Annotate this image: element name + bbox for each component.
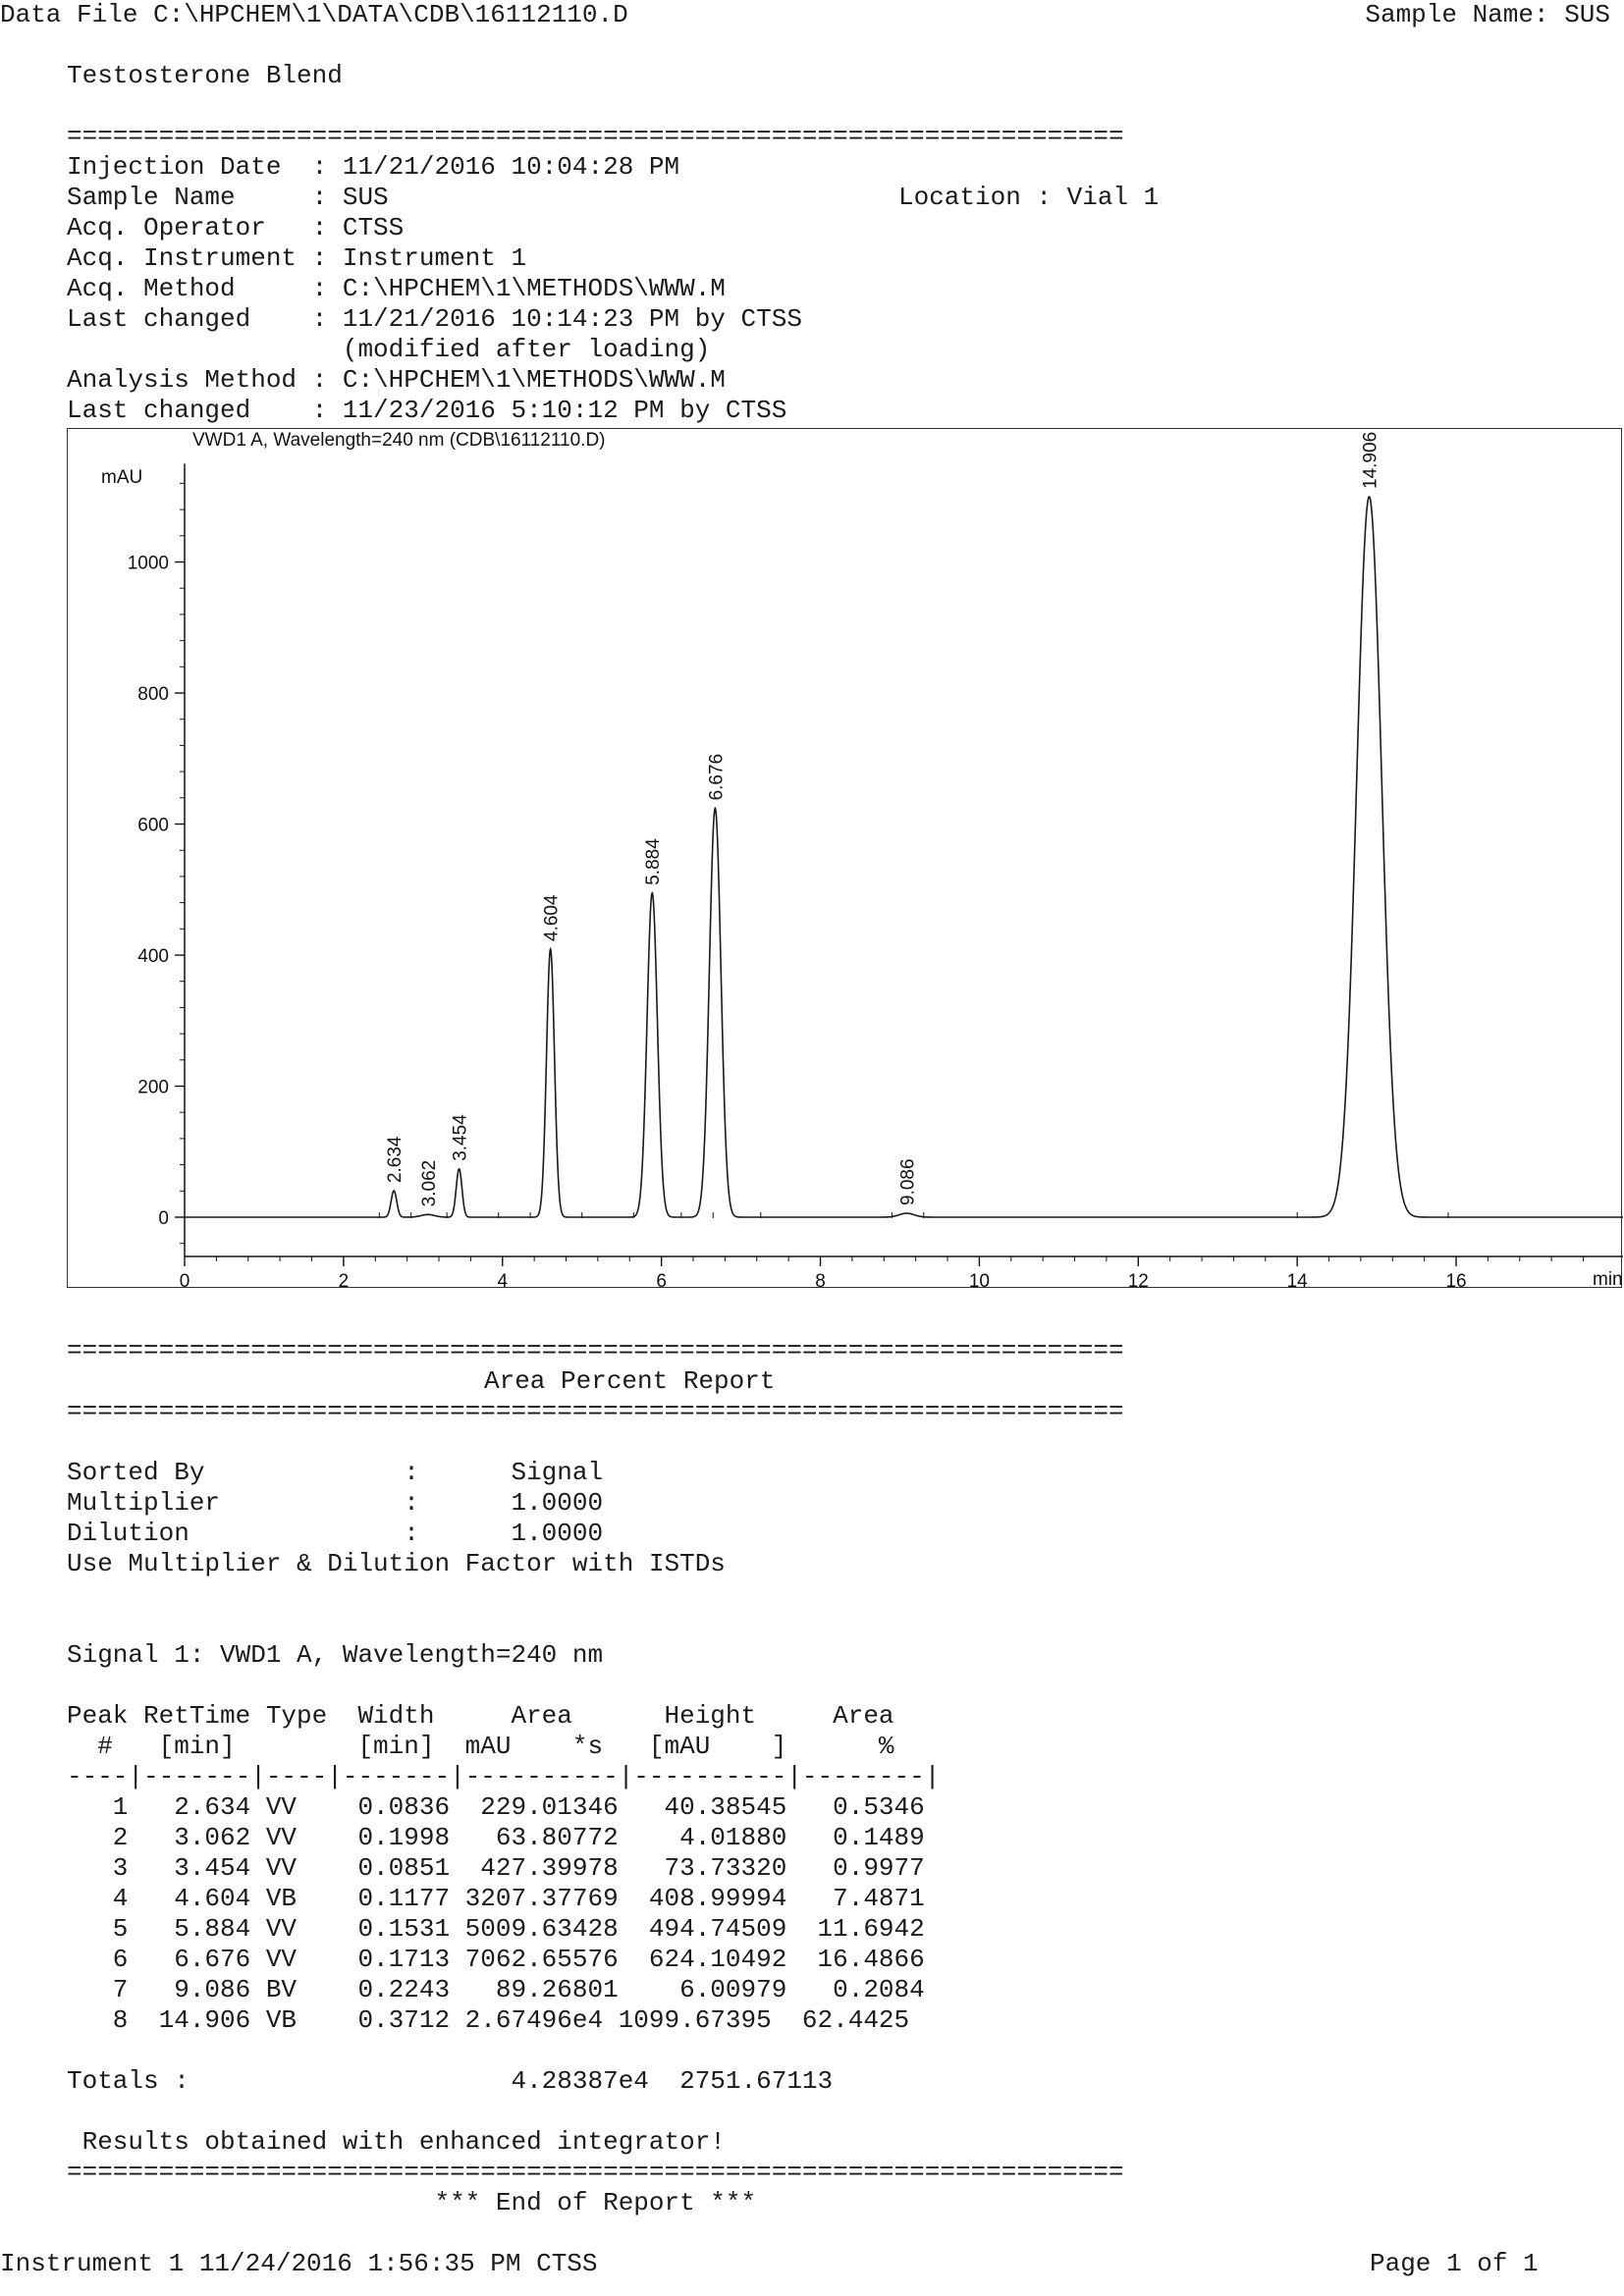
chart-title: VWD1 A, Wavelength=240 nm (CDB\16112110.D) [192,430,606,451]
x-tick-label: 16 [1445,1271,1467,1289]
peak-label: 3.062 [418,1159,440,1207]
data-file-path: Data File C:\HPCHEM\1\DATA\CDB\16112110.D [0,0,628,29]
table-divider: ----|-------|----|-------|----------|----------|--------| [67,1762,941,1791]
chromatogram [68,429,1623,1289]
x-tick-label: 10 [968,1271,990,1289]
table-row: 5 5.884 VV 0.1531 5009.63428 494.74509 11.6942 [67,1914,925,1944]
table-row: 1 2.634 VV 0.0836 229.01346 40.38545 0.5346 [67,1792,925,1822]
info-row: (modified after loading) [67,335,711,364]
footer-instrument: Instrument 1 11/24/2016 1:56:35 PM CTSS [0,2249,598,2278]
chromatogram-frame [67,428,1622,1288]
separator-top: ===================================================================== [67,122,1124,151]
x-tick-label: 12 [1127,1271,1149,1289]
y-tick-label: 400 [137,946,169,967]
location: Location : Vial 1 [898,183,1160,212]
table-header: Peak RetTime Type Width Area Height Area [67,1701,894,1731]
sample-name-header: Sample Name: SUS [1365,0,1610,29]
x-tick-label: 14 [1286,1271,1308,1289]
y-axis-unit: mAU [101,467,143,488]
info-row: Acq. Method : C:\HPCHEM\1\METHODS\WWW.M [67,274,726,303]
integrator-note: Results obtained with enhanced integrator! [67,2127,726,2157]
report-settings [67,1458,726,1579]
peak-table [67,1701,940,2036]
table-row: 6 6.676 VV 0.1713 7062.65576 624.10492 16.4866 [67,1945,925,1974]
settings-row: Dilution : 1.0000 [67,1519,604,1548]
sample-title: Testosterone Blend [67,61,343,90]
peak-label: 14.906 [1360,431,1381,489]
y-tick-label: 0 [158,1208,169,1229]
settings-row: Sorted By : Signal [67,1458,604,1487]
injection-info [67,152,802,426]
table-row: 2 3.062 VV 0.1998 63.80772 4.01880 0.1489 [67,1823,925,1852]
info-row: Injection Date : 11/21/2016 10:04:28 PM [67,152,680,182]
peak-label: 2.634 [385,1136,406,1184]
info-row: Analysis Method : C:\HPCHEM\1\METHODS\WWW.M [67,365,726,395]
info-row: Acq. Operator : CTSS [67,213,405,242]
settings-row: Multiplier : 1.0000 [67,1488,604,1518]
x-axis-unit: min [1593,1269,1623,1289]
separator: ===================================================================== [67,1397,1124,1426]
separator-bottom: ===================================================================== [67,2158,1124,2187]
x-tick-label: 4 [497,1271,509,1289]
peak-label: 5.884 [643,838,665,885]
x-tick-label: 2 [338,1271,350,1289]
y-tick-label: 800 [137,684,169,705]
info-row: Last changed : 11/23/2016 5:10:12 PM by CTSS [67,396,787,425]
table-row: 3 3.454 VV 0.0851 427.39978 73.73320 0.9977 [67,1853,925,1883]
table-header: # [min] [min] mAU *s [mAU ] % [67,1732,894,1761]
x-tick-label: 6 [656,1271,667,1289]
x-tick-label: 8 [815,1271,826,1289]
page-number: Page 1 of 1 [1370,2249,1539,2278]
table-row: 7 9.086 BV 0.2243 89.26801 6.00979 0.2084 [67,1975,925,2004]
totals-row: Totals : 4.28387e4 2751.67113 [67,2066,834,2096]
y-tick-label: 200 [137,1077,169,1098]
peak-label: 6.676 [706,753,728,801]
signal-label: Signal 1: VWD1 A, Wavelength=240 nm [67,1640,604,1670]
peak-label: 3.454 [450,1114,471,1161]
y-tick-label: 1000 [127,553,169,574]
peak-label: 4.604 [541,894,563,941]
info-row: Last changed : 11/21/2016 10:14:23 PM by CTSS [67,304,802,334]
settings-row: Use Multiplier & Dilution Factor with ISTDs [67,1549,726,1578]
info-row: Acq. Instrument : Instrument 1 [67,243,527,273]
separator: ===================================================================== [67,1336,1124,1365]
table-row: 4 4.604 VB 0.1177 3207.37769 408.99994 7.4871 [67,1884,925,1913]
info-row: Sample Name : SUS [67,183,389,212]
table-row: 8 14.906 VB 0.3712 2.67496e4 1099.67395 62.4425 [67,2005,910,2035]
peak-label: 9.086 [897,1158,919,1205]
x-tick-label: 0 [179,1271,190,1289]
end-of-report: *** End of Report *** [67,2188,757,2217]
y-tick-label: 600 [137,815,169,836]
report-title: Area Percent Report [484,1366,776,1396]
chromatogram-trace [185,497,1623,1217]
